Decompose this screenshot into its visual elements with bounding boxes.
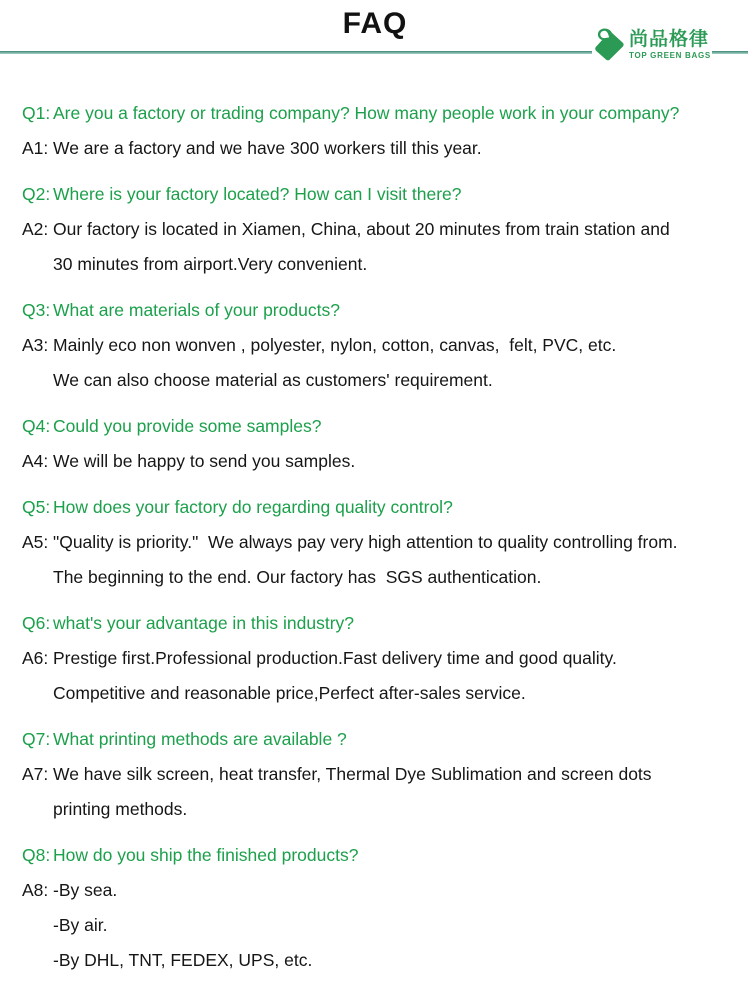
faq-item-3 (0, 293, 750, 398)
brand-name-cn: 尚品格律 (629, 29, 710, 50)
answer-text: 30 minutes from airport.Very convenient. (53, 254, 368, 274)
question-label: Q6: (22, 613, 51, 633)
header-rule-right (712, 51, 748, 54)
answer-text: "Quality is priority." We always pay very high attention to quality controlling from. (53, 532, 678, 552)
faq-item-6 (0, 606, 750, 711)
answer-text: Prestige first.Professional production.Fast delivery time and good quality. (53, 648, 617, 668)
question-text: Could you provide some samples? (53, 416, 322, 436)
answer-line (0, 641, 750, 676)
faq-item-4 (0, 409, 750, 479)
answer-text: -By air. (53, 915, 108, 935)
question-line (0, 177, 750, 212)
answer-line-continuation (0, 792, 750, 827)
question-text: what's your advantage in this industry? (53, 613, 355, 633)
page-title: FAQ (342, 7, 408, 40)
question-label: Q4: (22, 416, 51, 436)
answer-line-continuation (0, 943, 750, 978)
question-label: Q3: (22, 300, 51, 320)
faq-item-2 (0, 177, 750, 282)
answer-line (0, 873, 750, 908)
faq-item-8 (0, 838, 750, 978)
answer-label: A1: (22, 138, 49, 158)
answer-label: A3: (22, 335, 49, 355)
answer-line-continuation (0, 247, 750, 282)
answer-line (0, 444, 750, 479)
faq-item-1 (0, 96, 750, 166)
header-rule-left (0, 51, 592, 54)
answer-text: We will be happy to send you samples. (53, 451, 356, 471)
answer-line-continuation (0, 908, 750, 943)
faq-item-5 (0, 490, 750, 595)
faq-item-7 (0, 722, 750, 827)
answer-label: A2: (22, 219, 49, 239)
question-text: How does your factory do regarding quality control? (53, 497, 453, 517)
answer-text: The beginning to the end. Our factory has SGS authentication. (53, 567, 542, 587)
answer-text: We have silk screen, heat transfer, Thermal Dye Sublimation and screen dots (53, 764, 652, 784)
question-label: Q5: (22, 497, 51, 517)
question-text: How do you ship the finished products? (53, 845, 359, 865)
page-header (0, 0, 750, 90)
answer-label: A6: (22, 648, 49, 668)
answer-line (0, 525, 750, 560)
question-line (0, 490, 750, 525)
answer-line-continuation (0, 363, 750, 398)
question-line (0, 96, 750, 131)
question-text: What printing methods are available ? (53, 729, 347, 749)
answer-text: We can also choose material as customers' requirement. (53, 370, 493, 390)
question-line (0, 838, 750, 873)
answer-line (0, 757, 750, 792)
answer-text: -By DHL, TNT, FEDEX, UPS, etc. (53, 950, 313, 970)
answer-text: We are a factory and we have 300 workers till this year. (53, 138, 482, 158)
question-label: Q2: (22, 184, 51, 204)
answer-text: Competitive and reasonable price,Perfect after-sales service. (53, 683, 526, 703)
question-text: Are you a factory or trading company? How many people work in your company? (53, 103, 680, 123)
answer-line (0, 131, 750, 166)
question-line (0, 293, 750, 328)
answer-label: A5: (22, 532, 49, 552)
brand-text (629, 30, 711, 60)
answer-text: Our factory is located in Xiamen, China, about 20 minutes from train station and (53, 219, 670, 239)
answer-label: A8: (22, 880, 49, 900)
answer-line-continuation (0, 676, 750, 711)
question-text: Where is your factory located? How can I visit there? (53, 184, 462, 204)
answer-text: -By sea. (53, 880, 118, 900)
question-label: Q1: (22, 103, 51, 123)
question-line (0, 409, 750, 444)
answer-label: A4: (22, 451, 49, 471)
question-label: Q7: (22, 729, 51, 749)
answer-label: A7: (22, 764, 49, 784)
answer-text: Mainly eco non wonven , polyester, nylon, cotton, canvas, felt, PVC, etc. (53, 335, 617, 355)
question-line (0, 606, 750, 641)
answer-text: printing methods. (53, 799, 188, 819)
faq-list (0, 90, 750, 978)
brand-name-en: TOP GREEN BAGS (629, 51, 711, 60)
question-line (0, 722, 750, 757)
question-text: What are materials of your products? (53, 300, 340, 320)
answer-line-continuation (0, 560, 750, 595)
brand-logo (592, 27, 711, 62)
answer-line (0, 328, 750, 363)
goose-bag-icon (592, 27, 627, 62)
question-label: Q8: (22, 845, 51, 865)
answer-line (0, 212, 750, 247)
